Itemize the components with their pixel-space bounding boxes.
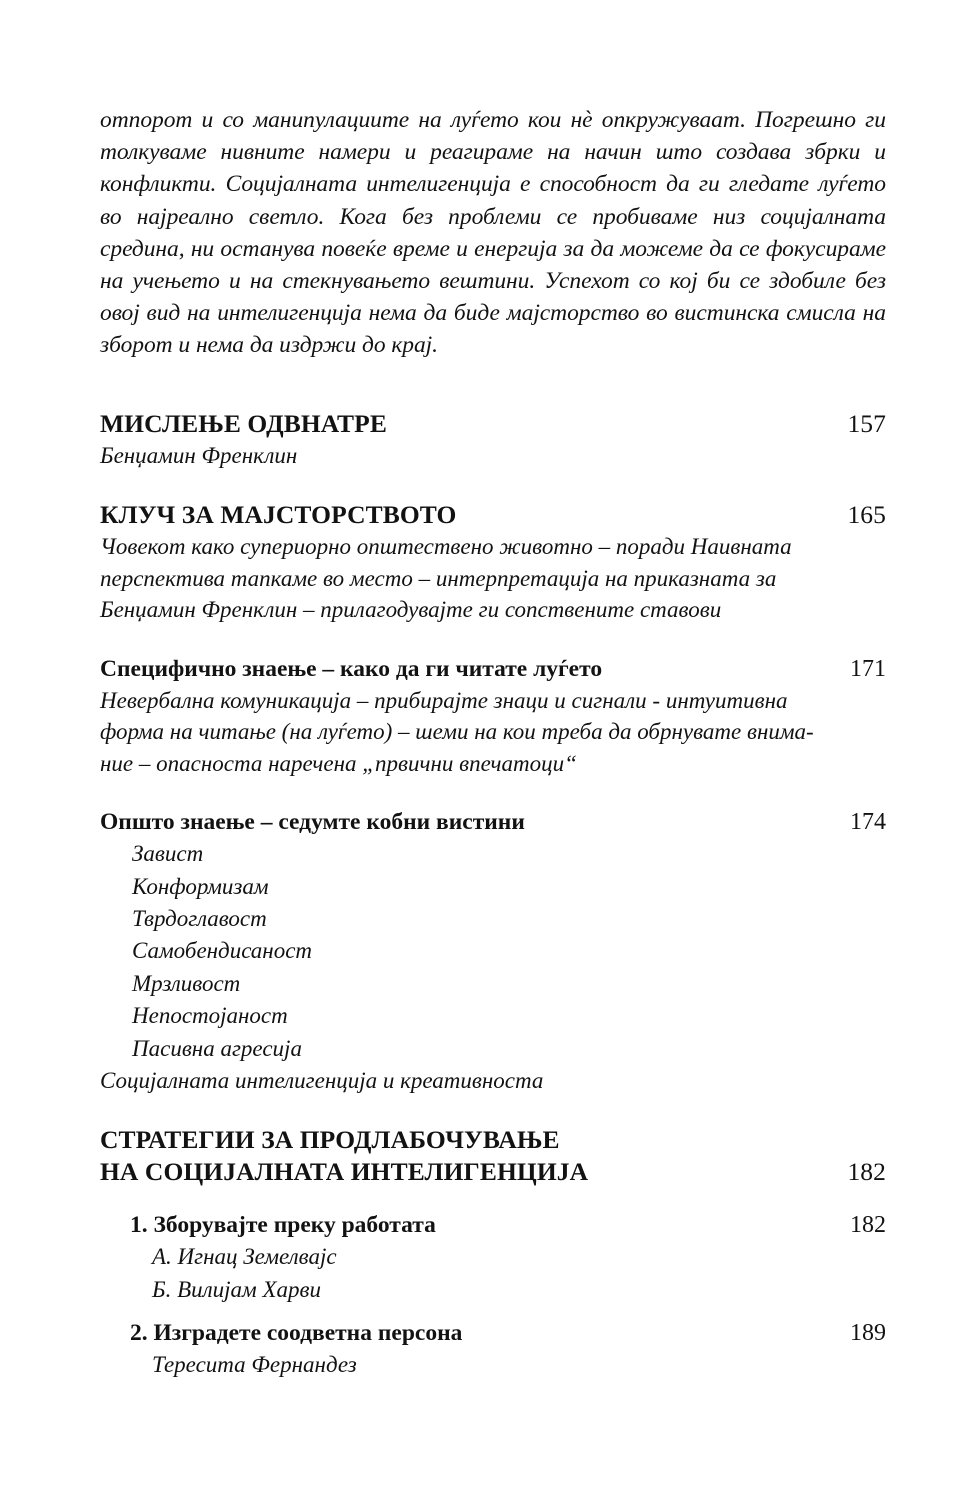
toc-entry-page-number: 174: [850, 809, 886, 836]
toc-subentry-izgradete-soodvetna-persona[interactable]: [100, 1318, 886, 1349]
toc-entry-strategii[interactable]: [100, 1156, 886, 1188]
toc-entry-description-line: Човекот како супериорно општествено животно – поради Наивната: [100, 534, 792, 560]
toc-entry-page-number: 171: [850, 655, 886, 682]
toc-entry-page-number: 157: [847, 408, 886, 438]
list-item: Б. Вилијам Харви: [152, 1276, 321, 1302]
toc-entry-title: МИСЛЕЊЕ ОДВНАТРЕ: [100, 408, 387, 438]
toc-entry-title: Специфично знаење – како да ги читате луѓето: [100, 655, 603, 682]
toc-entry-title: КЛУЧ ЗА МАЈСТОРСТВОТО: [100, 500, 457, 530]
toc-entry-kluc-za-majstorstvoto[interactable]: [100, 499, 886, 531]
toc-entry-specificno-znaenje[interactable]: [100, 654, 886, 685]
toc-entry-description-line: перспектива тапкаме во место – интерпретација на приказната за: [100, 565, 777, 591]
toc-entry-trailing-line: Социјалната интелигенција и креативноста: [100, 1067, 544, 1093]
toc-entry-description-line: Невербална комуникација – прибирајте знаци и сигнали - интуитивна: [100, 687, 788, 713]
toc-entry-description-line: Бенџамин Френклин – прилагодувајте ги сопствените ставови: [100, 597, 722, 623]
toc-entry-opsto-znaenje[interactable]: [100, 807, 886, 838]
toc-subentry-page-number: 189: [850, 1320, 886, 1347]
toc-entry-page-number: 182: [847, 1157, 886, 1187]
toc-entry-title: Општо знаење – седумте кобни вистини: [100, 809, 525, 836]
list-item: Мрзливост: [132, 970, 241, 996]
toc-entry-description-line: ние – опасноста наречена „првични впечатоци“: [100, 750, 577, 776]
toc-entry-description-line: форма на читање (на луѓето) – шеми на кои треба да обрнувате внима-: [100, 719, 814, 745]
list-item: Пасивна агресија: [132, 1035, 302, 1061]
list-item: Завист: [132, 841, 204, 867]
toc-subentry-page-number: 182: [850, 1212, 886, 1239]
toc-content: [100, 104, 886, 1382]
list-item: Конформизам: [132, 873, 269, 899]
toc-entry-title-line-2: НА СОЦИЈАЛНАТА ИНТЕЛИГЕНЦИЈА: [100, 1157, 589, 1187]
toc-entry-strategii-title-line-1[interactable]: СТРАТЕГИИ ЗА ПРОДЛАБОЧУВАЊЕ: [100, 1125, 560, 1155]
toc-entry-subtitle: Бенџамин Френклин: [100, 442, 298, 468]
list-item: Тересита Фернандез: [152, 1352, 357, 1378]
list-item: А. Игнац Земелвајс: [152, 1244, 337, 1270]
toc-entry-misleme-odvnatre[interactable]: [100, 408, 886, 440]
list-item: Тврдоглавост: [132, 905, 267, 931]
list-item: Непостојаност: [132, 1003, 288, 1029]
toc-subentry-zboruvajte-preku-rabotata[interactable]: [100, 1210, 886, 1241]
body-paragraph: отпорот и со манипулациите на луѓето кои нѐ опкружуваат. Погрешно ги толкуваме нивните намери и реагираме на начин што создава збрки и конфликти. Социјалната интелигенција е способност да ги гледате луѓето во најреално светло. Кога без проблеми се пробиваме низ социјалната средина, ни останува повеќе време и енергија за да можеме да се фокусираме на учењето и на стекнувањето вештини. Успехот со кој би се здобиле без овој вид на интелигенција нема да биде мајсторство во вистинска смисла на зборот и нема да издржи до крај.: [100, 107, 886, 359]
toc-subentry-title: 1. Зборувајте преку работата: [130, 1212, 436, 1239]
toc-subentry-title: 2. Изградете соодветна персона: [130, 1320, 463, 1347]
toc-entry-page-number: 165: [847, 500, 886, 530]
list-item: Самобендисаност: [132, 938, 313, 964]
